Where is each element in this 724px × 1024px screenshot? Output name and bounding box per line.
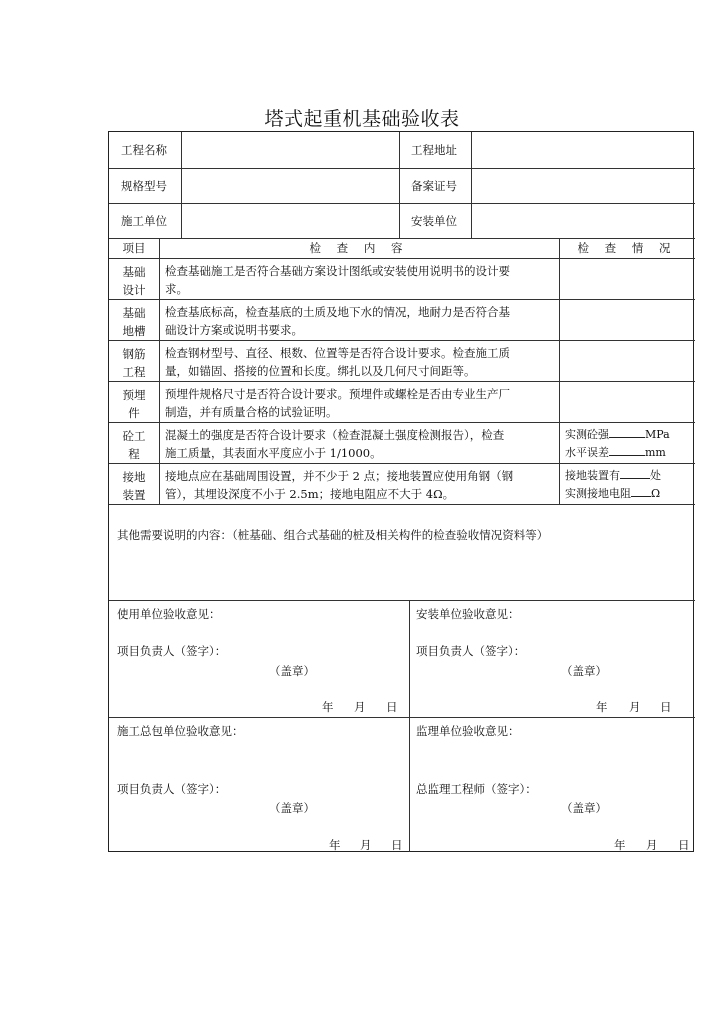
install-unit-seal: （盖章）	[561, 664, 607, 678]
ground-resistance-blank[interactable]	[631, 486, 651, 497]
content-line: 检查钢材型号、直径、根数、位置等是否符合设计要求。检查施工质	[165, 346, 510, 360]
notes-field[interactable]	[109, 550, 695, 598]
installer-label: 安装单位	[411, 213, 457, 228]
content-line: 础设计方案或说明书要求。	[165, 323, 303, 337]
user-unit-month: 月	[354, 700, 366, 714]
general-contractor-title: 施工总包单位验收意见：	[117, 724, 244, 738]
level-error-prefix: 水平误差	[565, 446, 609, 459]
model-label: 规格型号	[121, 178, 167, 193]
project-name-label: 工程名称	[121, 143, 167, 157]
item-line: 装置	[122, 488, 146, 502]
header-status: 检 查 情 况	[577, 241, 677, 255]
general-contractor-seal: （盖章）	[269, 801, 315, 815]
page-title: 塔式起重机基础验收表	[264, 108, 460, 130]
level-error-blank[interactable]	[609, 445, 645, 456]
concrete-strength-unit: MPa	[645, 428, 670, 441]
acceptance-form	[108, 131, 694, 852]
grounding-check	[559, 464, 695, 504]
content-line: 管），其埋设深度不小于 2.5m；接地电阻应不大于 4Ω。	[165, 487, 455, 501]
row-item	[109, 341, 159, 381]
concrete-strength-line	[565, 426, 689, 444]
supervisor-year: 年	[614, 838, 626, 852]
item-line: 预埋	[122, 388, 146, 402]
content-line: 接地点应在基础周围设置，并不少于 2 点；接地装置应使用角钢（钢	[165, 469, 514, 483]
notes-label: 其他需要说明的内容：（桩基础、组合式基础的桩及相关构件的检查验收情况资料等）	[117, 528, 549, 542]
row-content	[159, 341, 559, 381]
content-line: 制造，并有质量合格的试验证明。	[165, 405, 338, 419]
project-name-field[interactable]	[181, 132, 399, 168]
item-line: 砼工	[122, 429, 146, 443]
header-item: 项目	[122, 241, 146, 255]
row-divider	[109, 717, 695, 718]
ground-count-blank[interactable]	[620, 468, 650, 479]
constructor-label: 施工单位	[121, 213, 167, 228]
user-unit-signer[interactable]: 项目负责人（签字）：	[117, 644, 227, 658]
ground-count-prefix: 接地装置有	[565, 469, 620, 482]
installer-field[interactable]	[471, 203, 695, 238]
model-field[interactable]	[181, 168, 399, 203]
status-field[interactable]	[559, 300, 695, 340]
status-field[interactable]	[559, 341, 695, 381]
row-item	[109, 259, 159, 299]
row-item	[109, 423, 159, 463]
ground-count-line	[565, 467, 689, 485]
item-line: 工程	[122, 365, 146, 379]
install-unit-title: 安装单位验收意见：	[416, 607, 520, 621]
level-error-unit: mm	[645, 446, 666, 459]
install-unit-signer[interactable]: 项目负责人（签字）：	[416, 644, 526, 658]
ground-resistance-prefix: 实测接地电阻	[565, 487, 631, 500]
col-divider	[409, 600, 410, 852]
item-line: 基础	[122, 265, 146, 279]
row-divider	[109, 504, 695, 505]
concrete-check	[559, 423, 695, 463]
header-content: 检 查 内 容	[309, 241, 409, 255]
row-content	[159, 259, 559, 299]
status-field[interactable]	[559, 382, 695, 422]
ground-count-unit: 处	[650, 469, 661, 482]
ground-resistance-unit: Ω	[651, 487, 661, 500]
row-item	[109, 300, 159, 340]
supervisor-signer[interactable]: 总监理工程师（签字）：	[416, 782, 537, 796]
supervisor-title: 监理单位验收意见：	[416, 724, 520, 738]
ground-resistance-line	[565, 485, 689, 503]
row-content	[159, 300, 559, 340]
item-line: 程	[128, 447, 140, 461]
row-item	[109, 382, 159, 422]
content-line: 检查基底标高，检查基底的土质及地下水的情况，地耐力是否符合基	[165, 305, 510, 319]
content-line: 预埋件规格尺寸是否符合设计要求。预埋件或螺栓是否由专业生产厂	[165, 387, 510, 401]
item-line: 基础	[122, 306, 146, 320]
status-field[interactable]	[559, 259, 695, 299]
level-error-line	[565, 444, 689, 462]
item-line: 地槽	[122, 324, 146, 338]
content-line: 混凝土的强度是否符合设计要求（检查混凝土强度检测报告），检查	[165, 428, 505, 442]
row-divider	[109, 600, 695, 601]
item-line: 设计	[122, 283, 146, 297]
supervisor-day: 日	[678, 838, 690, 852]
general-contractor-day: 日	[391, 838, 403, 852]
general-contractor-year: 年	[329, 838, 341, 852]
project-address-label: 工程地址	[411, 143, 457, 157]
constructor-field[interactable]	[181, 203, 399, 238]
install-unit-month: 月	[629, 700, 641, 714]
row-content	[159, 464, 559, 504]
row-content	[159, 423, 559, 463]
content-line: 量，如锚固、搭接的位置和长度。绑扎以及几何尺寸间距等。	[165, 364, 476, 378]
item-line: 件	[128, 406, 140, 420]
item-line: 钢筋	[122, 347, 146, 361]
user-unit-seal: （盖章）	[269, 664, 315, 678]
record-no-label: 备案证号	[411, 178, 457, 193]
concrete-strength-blank[interactable]	[609, 427, 645, 438]
row-content	[159, 382, 559, 422]
row-item	[109, 464, 159, 504]
install-unit-year: 年	[596, 700, 608, 714]
record-no-field[interactable]	[471, 168, 695, 203]
install-unit-day: 日	[660, 700, 672, 714]
general-contractor-signer[interactable]: 项目负责人（签字）：	[117, 782, 227, 796]
user-unit-year: 年	[322, 700, 334, 714]
concrete-strength-prefix: 实测砼强	[565, 428, 609, 441]
content-line: 求。	[165, 282, 188, 296]
supervisor-month: 月	[646, 838, 658, 852]
content-line: 检查基础施工是否符合基础方案设计图纸或安装使用说明书的设计要	[165, 264, 510, 278]
user-unit-day: 日	[386, 700, 398, 714]
user-unit-title: 使用单位验收意见：	[117, 607, 221, 621]
project-address-field[interactable]	[471, 132, 695, 168]
supervisor-seal: （盖章）	[561, 801, 607, 815]
general-contractor-month: 月	[360, 838, 372, 852]
item-line: 接地	[122, 470, 146, 484]
content-line: 施工质量，其表面水平度应小于 1/1000。	[165, 446, 382, 460]
